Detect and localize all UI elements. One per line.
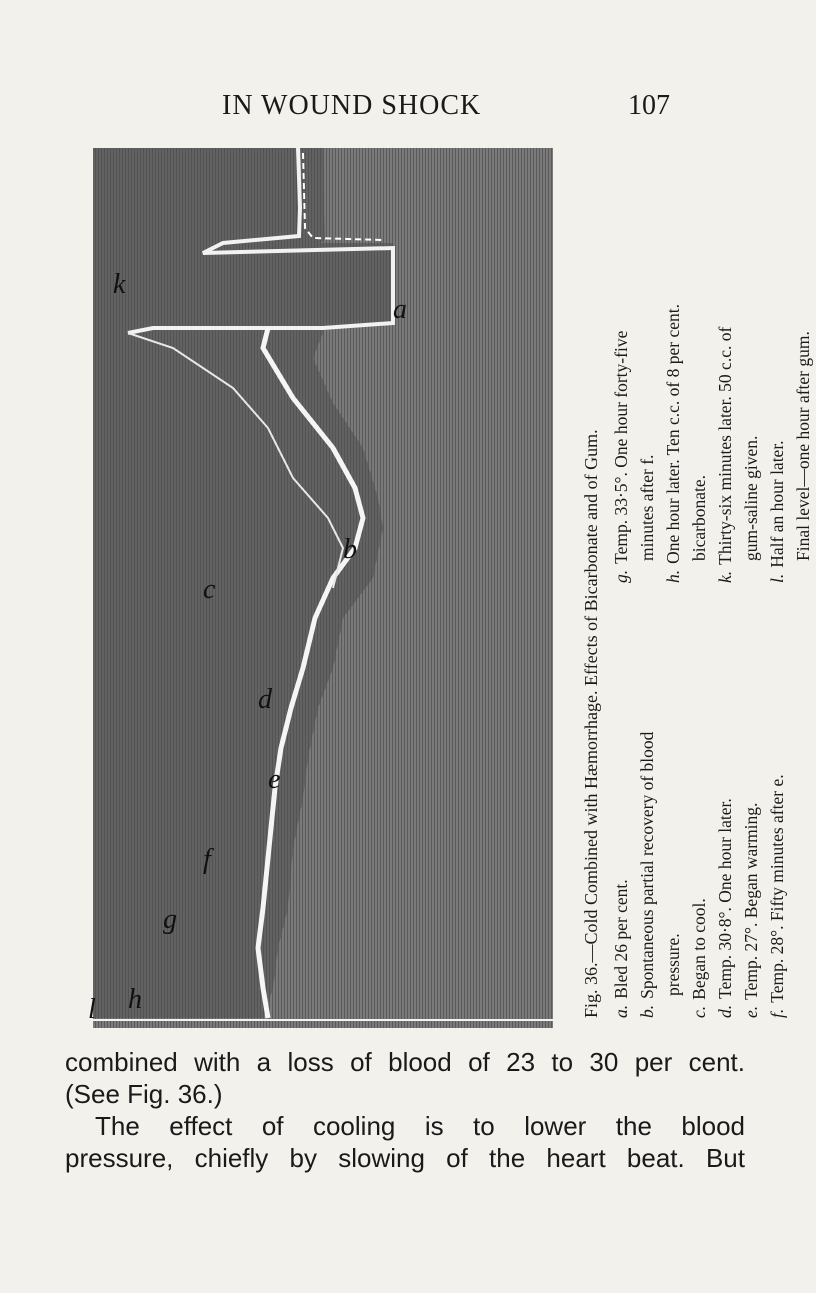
caption-item-text: Began to cool. <box>689 898 709 1000</box>
caption-item-text: Bled 26 per cent. <box>611 879 631 999</box>
caption-item <box>608 583 634 1018</box>
caption-item <box>634 148 660 583</box>
marker-c: c <box>203 574 216 605</box>
caption-item-text: minutes after f. <box>637 454 657 561</box>
blood-pressure-trace <box>88 148 553 1028</box>
caption-title: Fig. 36.—Cold Combined with Hæmorrhage. Effects of Bicarbonate and of Gum. <box>581 429 601 1018</box>
caption-item-text: Thirty-six minutes later. 50 c.c. of <box>715 326 735 565</box>
caption-item <box>738 148 764 583</box>
caption-item-text: Half an hour later. <box>767 440 787 568</box>
page-number: 107 <box>628 90 670 121</box>
caption-item <box>790 148 816 583</box>
caption-item <box>660 583 686 1018</box>
running-header: IN WOUND SHOCK <box>222 90 482 121</box>
caption-item-text: One hour later. Ten c.c. of 8 per cent. <box>663 303 683 564</box>
marker-h: h <box>128 984 142 1015</box>
marker-e: e <box>268 764 281 795</box>
caption-item-letter: h. <box>663 569 683 583</box>
caption-item-letter: c. <box>689 1005 709 1018</box>
caption-item-text: Temp. 30·8°. One hour later. <box>715 798 735 999</box>
caption-right-column <box>608 148 816 583</box>
caption-item <box>738 583 764 1018</box>
caption-item <box>660 148 686 583</box>
caption-item-text: pressure. <box>663 933 683 996</box>
body-text <box>65 1046 745 1174</box>
marker-b: b <box>343 534 357 565</box>
marker-k: k <box>113 269 126 300</box>
marker-g: g <box>163 904 177 935</box>
caption-item-letter: k. <box>715 570 735 583</box>
marker-l: l <box>88 994 96 1025</box>
caption-item-text: Temp. 28°. Fifty minutes after e. <box>767 774 787 1003</box>
caption-item-text: bicarbonate. <box>689 475 709 561</box>
caption-item-letter: e. <box>741 1005 761 1018</box>
caption-item-letter: b. <box>637 1004 657 1018</box>
caption-item <box>712 148 738 583</box>
caption-item-letter: a. <box>611 1004 631 1018</box>
marker-a: a <box>393 294 407 325</box>
body-line: The effect of cooling is to lower the blood <box>95 1111 745 1141</box>
body-line: (See Fig. 36.) <box>65 1079 223 1109</box>
caption-item <box>686 148 712 583</box>
caption-item-letter: l. <box>767 573 787 583</box>
caption-item-text: gum-saline given. <box>741 435 761 561</box>
caption-item-text: Temp. 33·5°. One hour forty-five <box>611 330 631 564</box>
caption-item-letter: d. <box>715 1004 735 1018</box>
caption-item <box>712 583 738 1018</box>
figure-caption <box>578 148 813 1018</box>
kymograph-tracing-figure <box>88 148 553 1028</box>
marker-f: f <box>203 844 211 875</box>
caption-left-column <box>608 583 816 1018</box>
marker-d: d <box>258 684 272 715</box>
caption-item-letter: f. <box>767 1008 787 1018</box>
caption-item-text: Spontaneous partial recovery of blood <box>637 731 657 999</box>
caption-item <box>764 148 790 583</box>
body-line: pressure, chiefly by slowing of the heart beat. But <box>65 1143 745 1173</box>
caption-item-letter: g. <box>611 569 631 583</box>
caption-item <box>764 583 790 1018</box>
body-line: combined with a loss of blood of 23 to 30 per cent. <box>65 1047 745 1077</box>
caption-item-text: Final level—one hour after gum. <box>793 331 813 561</box>
caption-item <box>608 148 634 583</box>
caption-item-text: Temp. 27°. Began warming. <box>741 802 761 1000</box>
caption-item <box>686 583 712 1018</box>
caption-item <box>634 583 660 1018</box>
